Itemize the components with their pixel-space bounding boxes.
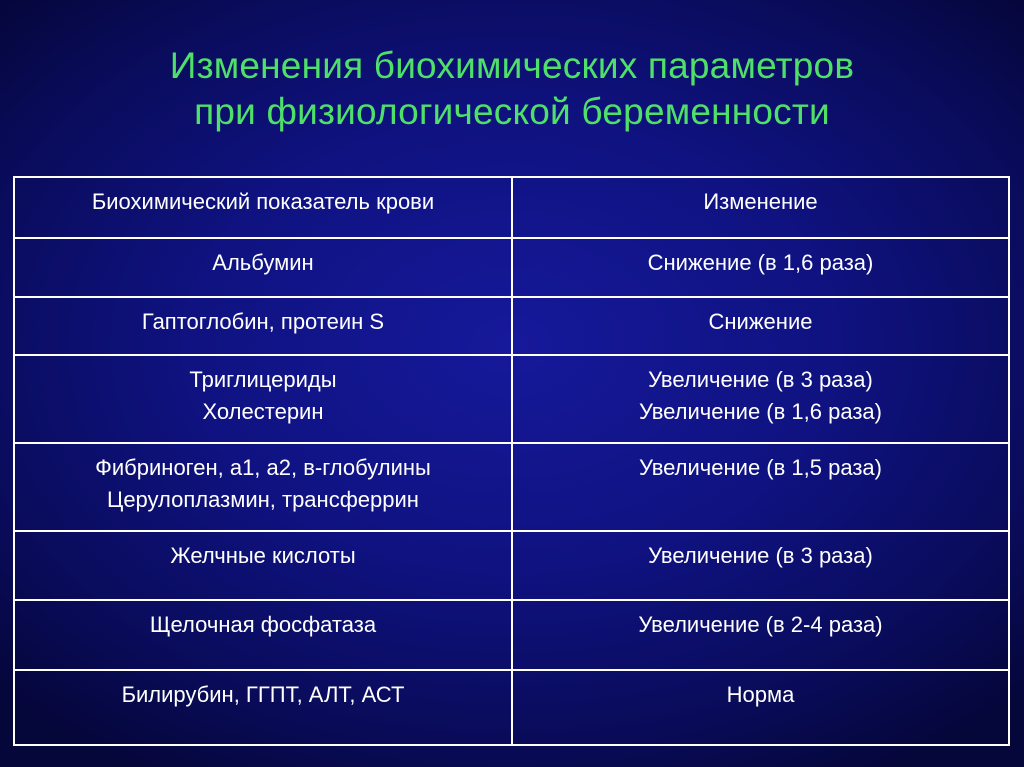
change-text: Увеличение (в 1,5 раза) [639,455,882,480]
change-cell [512,600,1009,670]
indicator-cell [14,355,512,443]
table-row [14,670,1009,745]
indicator-text: Билирубин, ГГПТ, АЛТ, АСТ [121,682,405,707]
indicator-cell [14,443,512,531]
change-cell [512,297,1009,355]
table-row [14,600,1009,670]
indicator-cell [14,531,512,600]
change-text: Снижение [708,309,813,334]
change-text: Снижение (в 1,6 раза) [647,250,874,275]
indicator-text: Гаптоглобин, протеин S [141,309,385,334]
header-change-cell [512,177,1009,238]
header-change-label: Изменение [703,189,818,214]
change-text: Увеличение (в 3 раза) [648,367,873,392]
change-text: Увеличение (в 2-4 раза) [638,612,883,637]
change-cell [512,531,1009,600]
header-indicator-label: Биохимический показатель крови [91,189,435,214]
change-text: Увеличение (в 1,6 раза) [639,399,882,424]
indicator-text: Холестерин [202,399,324,424]
table-row [14,297,1009,355]
change-cell [512,355,1009,443]
change-cell [512,670,1009,745]
indicator-cell [14,238,512,297]
indicator-text: Желчные кислоты [170,543,356,568]
change-text: Норма [726,682,795,707]
biochemical-parameters-table [13,176,1010,746]
slide-title [0,43,1024,135]
indicator-text: Альбумин [212,250,314,275]
indicator-text: Щелочная фосфатаза [149,612,377,637]
table-header-row [14,177,1009,238]
indicator-cell [14,297,512,355]
table-row [14,238,1009,297]
change-text: Увеличение (в 3 раза) [648,543,873,568]
change-cell [512,443,1009,531]
table-row [14,443,1009,531]
table-row [14,531,1009,600]
indicator-text: Церулоплазмин, трансферрин [107,487,419,512]
indicator-cell [14,670,512,745]
indicator-text: Фибриноген, а1, а2, в-глобулины [95,455,431,480]
table-row [14,355,1009,443]
indicator-text: Триглицериды [189,367,337,392]
header-indicator-cell [14,177,512,238]
slide-title-line-1: Изменения биохимических параметров [169,45,855,86]
change-cell [512,238,1009,297]
indicator-cell [14,600,512,670]
slide-title-line-2: при физиологической беременности [194,91,830,132]
